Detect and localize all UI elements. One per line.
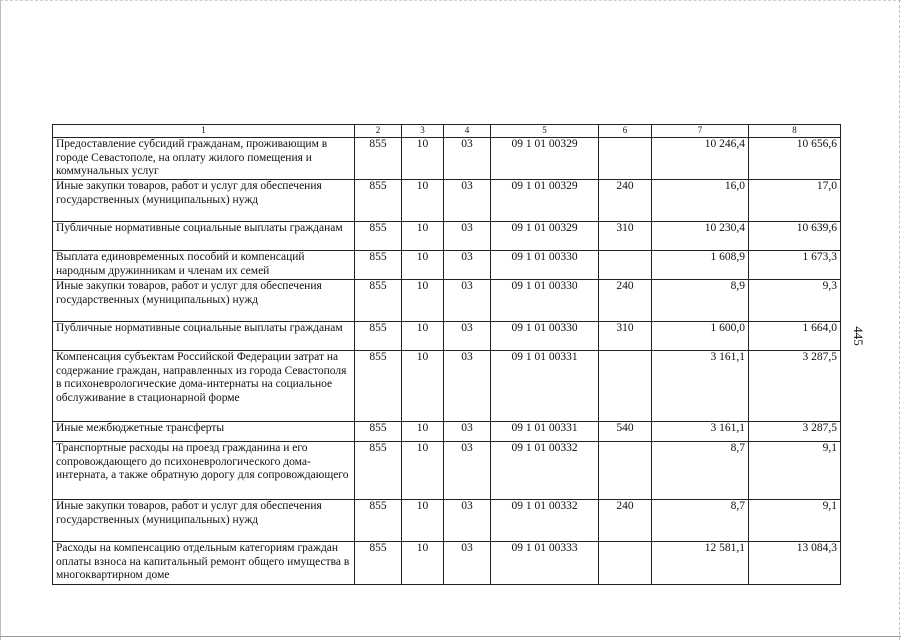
column-number: 4 [444, 125, 491, 138]
row-expense-type: 240 [599, 180, 652, 222]
row-amount-year-2: 3 287,5 [749, 351, 841, 422]
row-amount-year-2: 10 639,6 [749, 222, 841, 251]
row-amount-year-2: 1 664,0 [749, 322, 841, 351]
row-section-code: 10 [402, 251, 444, 280]
row-subsection-code: 03 [444, 500, 491, 542]
row-ministry-code: 855 [355, 351, 402, 422]
row-amount-year-2: 13 084,3 [749, 542, 841, 585]
row-ministry-code: 855 [355, 322, 402, 351]
row-expense-type [599, 351, 652, 422]
row-subsection-code: 03 [444, 280, 491, 322]
column-number-row [53, 125, 841, 138]
table-row [53, 500, 841, 542]
table-row [53, 422, 841, 442]
row-amount-year-1: 3 161,1 [652, 351, 749, 422]
row-target-article: 09 1 01 00331 [491, 422, 599, 442]
row-ministry-code: 855 [355, 422, 402, 442]
scan-edge-bottom [0, 636, 901, 637]
table-row [53, 180, 841, 222]
row-amount-year-2: 9,3 [749, 280, 841, 322]
column-number: 1 [53, 125, 355, 138]
row-amount-year-1: 10 246,4 [652, 138, 749, 180]
row-section-code: 10 [402, 322, 444, 351]
row-ministry-code: 855 [355, 138, 402, 180]
row-target-article: 09 1 01 00332 [491, 500, 599, 542]
row-section-code: 10 [402, 442, 444, 500]
table-row [53, 542, 841, 585]
budget-table [52, 124, 841, 585]
row-ministry-code: 855 [355, 280, 402, 322]
column-number: 7 [652, 125, 749, 138]
column-number: 2 [355, 125, 402, 138]
row-section-code: 10 [402, 422, 444, 442]
row-ministry-code: 855 [355, 180, 402, 222]
row-subsection-code: 03 [444, 351, 491, 422]
column-number: 6 [599, 125, 652, 138]
row-subsection-code: 03 [444, 251, 491, 280]
row-name: Выплата единовременных пособий и компенсаций народным дружинникам и членам их семей [53, 251, 355, 280]
row-amount-year-1: 10 230,4 [652, 222, 749, 251]
row-name: Транспортные расходы на проезд гражданина и его сопровождающего до психоневрологического дома-интерната, а также обратную дорогу для сопровождающего [53, 442, 355, 500]
row-expense-type: 310 [599, 222, 652, 251]
row-ministry-code: 855 [355, 542, 402, 585]
row-expense-type [599, 542, 652, 585]
row-expense-type [599, 138, 652, 180]
row-subsection-code: 03 [444, 222, 491, 251]
row-section-code: 10 [402, 280, 444, 322]
row-target-article: 09 1 01 00332 [491, 442, 599, 500]
page-number: 445 [850, 326, 866, 346]
row-amount-year-2: 10 656,6 [749, 138, 841, 180]
row-subsection-code: 03 [444, 442, 491, 500]
row-expense-type [599, 442, 652, 500]
table-row [53, 280, 841, 322]
row-subsection-code: 03 [444, 542, 491, 585]
row-subsection-code: 03 [444, 138, 491, 180]
table-row [53, 442, 841, 500]
row-subsection-code: 03 [444, 180, 491, 222]
row-amount-year-1: 1 608,9 [652, 251, 749, 280]
row-expense-type: 540 [599, 422, 652, 442]
row-expense-type: 310 [599, 322, 652, 351]
row-target-article: 09 1 01 00330 [491, 322, 599, 351]
row-ministry-code: 855 [355, 251, 402, 280]
table-row [53, 351, 841, 422]
row-amount-year-1: 1 600,0 [652, 322, 749, 351]
row-section-code: 10 [402, 222, 444, 251]
row-amount-year-1: 8,7 [652, 442, 749, 500]
row-target-article: 09 1 01 00333 [491, 542, 599, 585]
row-amount-year-1: 12 581,1 [652, 542, 749, 585]
row-ministry-code: 855 [355, 500, 402, 542]
row-section-code: 10 [402, 542, 444, 585]
row-target-article: 09 1 01 00329 [491, 138, 599, 180]
row-target-article: 09 1 01 00331 [491, 351, 599, 422]
table-row [53, 138, 841, 180]
table-row [53, 322, 841, 351]
scan-edge-top [0, 0, 901, 2]
column-number: 8 [749, 125, 841, 138]
row-amount-year-2: 3 287,5 [749, 422, 841, 442]
scan-edge-right [898, 0, 900, 640]
table-row [53, 222, 841, 251]
row-amount-year-1: 8,7 [652, 500, 749, 542]
row-expense-type: 240 [599, 280, 652, 322]
row-target-article: 09 1 01 00329 [491, 222, 599, 251]
row-name: Иные закупки товаров, работ и услуг для обеспечения государственных (муниципальных) нужд [53, 280, 355, 322]
row-subsection-code: 03 [444, 322, 491, 351]
row-amount-year-2: 1 673,3 [749, 251, 841, 280]
table-row [53, 251, 841, 280]
row-name: Предоставление субсидий гражданам, проживающим в городе Севастополе, на оплату жилого помещения и коммунальных услуг [53, 138, 355, 180]
row-amount-year-1: 16,0 [652, 180, 749, 222]
row-ministry-code: 855 [355, 222, 402, 251]
row-name: Публичные нормативные социальные выплаты гражданам [53, 222, 355, 251]
row-name: Компенсация субъектам Российской Федерации затрат на содержание граждан, направленных из города Севастополя в психоневрологические дома-интернаты на социальное обслуживание в стационарной форме [53, 351, 355, 422]
row-expense-type [599, 251, 652, 280]
row-expense-type: 240 [599, 500, 652, 542]
row-amount-year-2: 9,1 [749, 500, 841, 542]
row-section-code: 10 [402, 180, 444, 222]
row-ministry-code: 855 [355, 442, 402, 500]
row-target-article: 09 1 01 00330 [491, 251, 599, 280]
scan-edge-left [0, 0, 1, 640]
row-name: Публичные нормативные социальные выплаты гражданам [53, 322, 355, 351]
row-amount-year-1: 3 161,1 [652, 422, 749, 442]
row-section-code: 10 [402, 500, 444, 542]
row-subsection-code: 03 [444, 422, 491, 442]
row-name: Иные закупки товаров, работ и услуг для обеспечения государственных (муниципальных) нужд [53, 180, 355, 222]
row-target-article: 09 1 01 00329 [491, 180, 599, 222]
row-amount-year-2: 17,0 [749, 180, 841, 222]
row-section-code: 10 [402, 351, 444, 422]
row-target-article: 09 1 01 00330 [491, 280, 599, 322]
row-name: Иные закупки товаров, работ и услуг для обеспечения государственных (муниципальных) нужд [53, 500, 355, 542]
row-name: Расходы на компенсацию отдельным категориям граждан оплаты взноса на капитальный ремонт общего имущества в многоквартирном доме [53, 542, 355, 585]
row-section-code: 10 [402, 138, 444, 180]
row-amount-year-1: 8,9 [652, 280, 749, 322]
row-name: Иные межбюджетные трансферты [53, 422, 355, 442]
column-number: 5 [491, 125, 599, 138]
row-amount-year-2: 9,1 [749, 442, 841, 500]
column-number: 3 [402, 125, 444, 138]
